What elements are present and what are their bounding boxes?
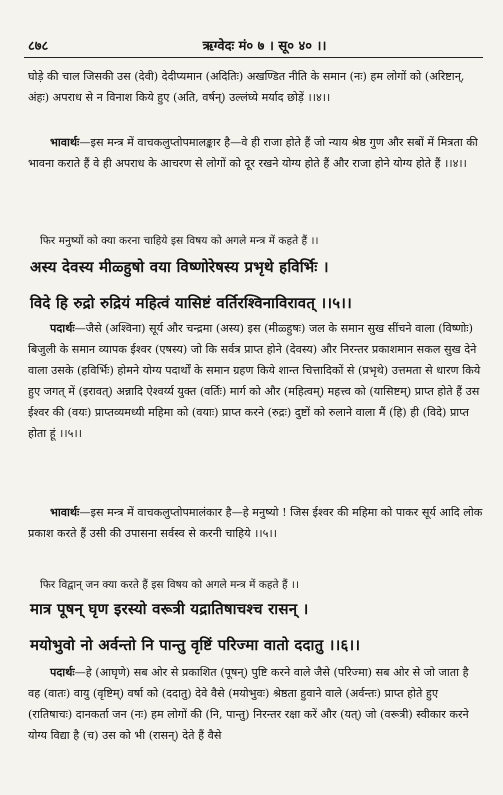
mantra-line: मात्र पूषन् घृण इरस्यो वरूत्री यद्रातिषाचश्च रासन् । — [30, 600, 309, 618]
mantra-line: मयोभुवो नो अर्वन्तो नि पान्तु वृष्टिं परिज्मा वातो ददातु ।।६।। — [30, 636, 361, 654]
paragraph-label: पदार्थः — [50, 321, 75, 335]
paragraph-text: —इस मन्त्र में वाचकलुप्तोपमालङ्कार है—वे ही राजा होते हैं जो न्याय श्रेष्ठ गुण और सबों में मित्रता की भावना कराते हैं वे ही अपराध के आचरण से लोगों को दूर रखने योग्य होते हैं और राजा होने योग्य होते हैं ।।४।। — [28, 136, 478, 170]
intro-line: फिर मनुष्यों को क्या करना चाहिये इस विषय को अगले मन्त्र में कहते हैं ।। — [40, 235, 319, 247]
header-rule — [24, 57, 483, 58]
running-title: ऋग्वेदः मं० ७ । सू० ४० ।। — [202, 39, 327, 54]
paragraph-continuation — [28, 66, 483, 108]
paragraph-text: —इस मन्त्र में वाचकलुप्तोपमालंकार है—हे मनुष्यो ! जिस ईश्वर की महिमा को पाकर सूर्य आदि लोक प्रकाश करते हैं उसी की उपासना सर्वस्व से करनी चाहिये ।।५।। — [28, 506, 483, 540]
padartha-paragraph — [28, 318, 483, 444]
mantra-line: अस्य देवस्य मीळ्हुषो वया विष्णोरेषस्य प्रभृथे हविर्भिः । — [30, 258, 329, 276]
intro-line: फिर विद्वान् जन क्या करते हैं इस विषय को अगले मन्त्र में कहते हैं ।। — [40, 579, 299, 591]
padartha-paragraph — [28, 662, 483, 746]
paragraph-label: भावार्थः — [50, 135, 80, 149]
page-number: ८७८ — [28, 39, 49, 54]
bhavartha-paragraph — [28, 132, 483, 174]
page-header — [28, 34, 481, 56]
mantra-line: विदे हि रुद्रो रुद्रियं महित्वं यासिष्टं वर्तिरश्विनाविरावत् ।।५।। — [30, 294, 353, 312]
paragraph-label: भावार्थः — [50, 505, 80, 519]
paragraph-text: —हे (आघृणे) सब ओर से प्रकाशित (पूषन्) पुष्टि करने वाले जैसे (परिज्मा) सब ओर से जो जाता है वह (वातः) वायु (वृष्टिम्) वर्षा को (ददातु) देवे वैसे (मयोभुवः) श्रेष्ठता हुवाने वाले (अर्वन्तः) प्राप्त होते हुए (रातिषाचः) दानकर्ता जन (नः) हम लोगों की (नि, पान्तु) निरन्तर रक्षा करें और (यत्) जो (वरूत्री) स्वीकार करने योग्य विद्या है (च) उस को भी (रासन्) देते हैं वैसे — [28, 666, 469, 742]
bhavartha-paragraph — [28, 502, 483, 544]
paragraph-label: पदार्थः — [50, 665, 75, 679]
paragraph-text: घोड़े की चाल जिसकी उस (देवी) देदीप्यमान (अदितिः) अखण्डित नीति के समान (नः) हम लोगों को (अरिष्टान्, अंहः) अपराध से न विनाश किये हुए (अति, वर्षन्) उल्लंघ्ये मर्याद छोड़ें ।।४।। — [28, 70, 465, 104]
paragraph-text: —जैसे (अश्विना) सूर्य और चन्द्रमा (अस्य) इस (मीळ्हुषः) जल के समान सुख सींचने वाला (विष्णोः) बिजुली के समान व्यापक ईश्वर (एषस्य) जो कि सर्वत्र प्राप्त होने (देवस्य) और निरन्तर प्रकाशमान सकल सुख देने वाला उसके (हविर्भिः) होमने योग्य पदार्थों के समान ग्रहण किये शान्त चित्तादिकों से (प्रभृथे) उत्तमता से धारण किये हुए जगत् में (इरावत्) अन्नादि ऐश्वर्य्य युक्त (वर्तिः) मार्ग को और (महित्वम्) महत्त्व को (यासिष्टम्) प्राप्त होते हैं उस ईश्वर की (वयः) प्राप्तव्यमध्यी महिमा को (वयाः) प्राप्त करने (रुद्रः) दुष्टों को रुलाने वाला मैं (हि) ही (विदे) प्राप्त होता हूं ।।५।। — [28, 322, 481, 440]
